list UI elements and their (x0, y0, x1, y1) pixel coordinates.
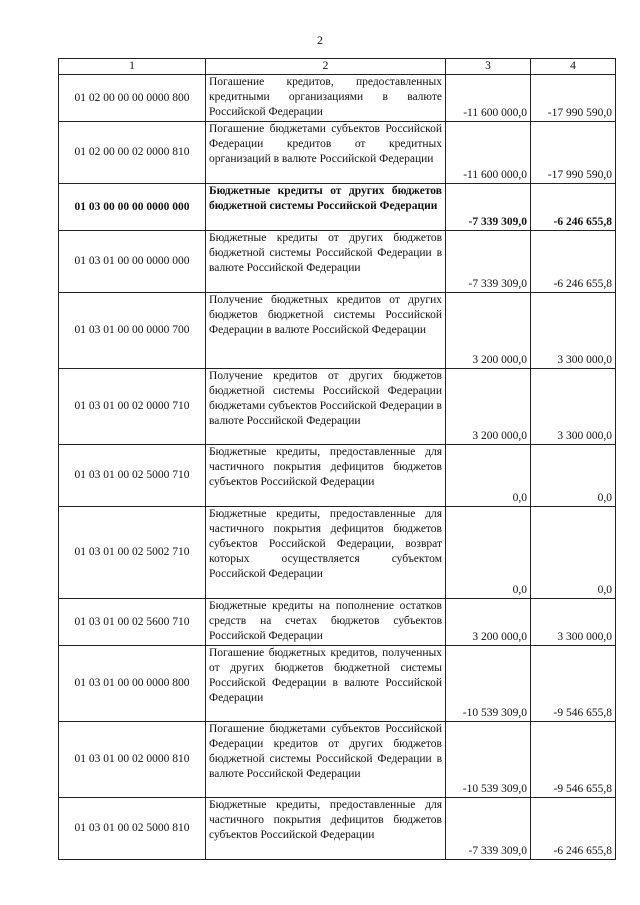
budget-code-cell: 01 03 01 00 00 0000 000 (59, 231, 206, 293)
budget-sources-table (58, 58, 616, 860)
column-header-2: 2 (206, 59, 446, 75)
amount-col3-cell: -10 539 309,0 (446, 646, 531, 722)
table-row (59, 722, 616, 798)
budget-name-cell: Погашение кредитов, предоставленных кредитными организациями в валюте Российской Федерации (206, 75, 446, 122)
table-row (59, 122, 616, 184)
budget-code-cell: 01 03 01 00 02 5000 710 (59, 445, 206, 507)
table-header-row (59, 59, 616, 75)
amount-col3-cell: -11 600 000,0 (446, 122, 531, 184)
column-header-4: 4 (531, 59, 616, 75)
amount-col4-cell: -9 546 655,8 (531, 722, 616, 798)
table-row (59, 646, 616, 722)
budget-code-cell: 01 03 01 00 02 0000 710 (59, 369, 206, 445)
amount-col3-cell: 0,0 (446, 445, 531, 507)
amount-col3-cell: -11 600 000,0 (446, 75, 531, 122)
amount-col4-cell: 3 300 000,0 (531, 369, 616, 445)
amount-col3-cell: 3 200 000,0 (446, 369, 531, 445)
column-header-1: 1 (59, 59, 206, 75)
amount-col3-cell: -7 339 309,0 (446, 798, 531, 860)
budget-code-cell: 01 02 00 00 00 0000 800 (59, 75, 206, 122)
budget-name-cell: Бюджетные кредиты от других бюджетов бюджетной системы Российской Федерации в валюте Российской Федерации (206, 231, 446, 293)
page-number: 2 (317, 33, 323, 47)
amount-col3-cell: 3 200 000,0 (446, 293, 531, 369)
table-row (59, 445, 616, 507)
amount-col4-cell: 0,0 (531, 445, 616, 507)
amount-col4-cell: 3 300 000,0 (531, 293, 616, 369)
amount-col3-cell: -7 339 309,0 (446, 184, 531, 231)
amount-col3-cell: 3 200 000,0 (446, 599, 531, 646)
table-row (59, 184, 616, 231)
budget-name-cell: Получение кредитов от других бюджетов бюджетной системы Российской Федерации бюджетами субъектов Российской Федерации в валюте Российской Федерации (206, 369, 446, 445)
table-row (59, 507, 616, 599)
table-row (59, 231, 616, 293)
amount-col4-cell: -17 990 590,0 (531, 75, 616, 122)
amount-col4-cell: -9 546 655,8 (531, 646, 616, 722)
budget-code-cell: 01 03 00 00 00 0000 000 (59, 184, 206, 231)
budget-name-cell: Погашение бюджетами субъектов Российской Федерации кредитов от кредитных организаций в валюте Российской Федерации (206, 122, 446, 184)
table-row (59, 369, 616, 445)
budget-name-cell: Бюджетные кредиты, предоставленные для частичного покрытия дефицитов бюджетов субъектов Российской Федерации (206, 798, 446, 860)
budget-name-cell: Получение бюджетных кредитов от других бюджетов бюджетной системы Российской Федерации в валюте Российской Федерации (206, 293, 446, 369)
amount-col3-cell: 0,0 (446, 507, 531, 599)
budget-code-cell: 01 03 01 00 00 0000 800 (59, 646, 206, 722)
budget-code-cell: 01 03 01 00 02 5000 810 (59, 798, 206, 860)
amount-col4-cell: -6 246 655,8 (531, 184, 616, 231)
budget-code-cell: 01 03 01 00 02 0000 810 (59, 722, 206, 798)
amount-col4-cell: 3 300 000,0 (531, 599, 616, 646)
budget-name-cell: Бюджетные кредиты, предоставленные для частичного покрытия дефицитов бюджетов субъектов Российской Федерации (206, 445, 446, 507)
budget-name-cell: Погашение бюджетами субъектов Российской Федерации кредитов от других бюджетов бюджетной системы Российской Федерации в валюте Российской Федерации (206, 722, 446, 798)
budget-name-cell: Бюджетные кредиты от других бюджетов бюджетной системы Российской Федерации (206, 184, 446, 231)
amount-col4-cell: -17 990 590,0 (531, 122, 616, 184)
amount-col4-cell: 0,0 (531, 507, 616, 599)
amount-col3-cell: -10 539 309,0 (446, 722, 531, 798)
budget-name-cell: Бюджетные кредиты на пополнение остатков средств на счетах бюджетов субъектов Российской Федерации (206, 599, 446, 646)
budget-name-cell: Бюджетные кредиты, предоставленные для частичного покрытия дефицитов бюджетов субъектов Российской Федерации, возврат которых осуществляется субъектом Российской Федерации (206, 507, 446, 599)
budget-code-cell: 01 03 01 00 02 5002 710 (59, 507, 206, 599)
amount-col4-cell: -6 246 655,8 (531, 231, 616, 293)
table-row (59, 798, 616, 860)
amount-col4-cell: -6 246 655,8 (531, 798, 616, 860)
column-header-3: 3 (446, 59, 531, 75)
amount-col3-cell: -7 339 309,0 (446, 231, 531, 293)
budget-name-cell: Погашение бюджетных кредитов, полученных от других бюджетов бюджетной системы Российской Федерации в валюте Российской Федерации (206, 646, 446, 722)
budget-code-cell: 01 02 00 00 02 0000 810 (59, 122, 206, 184)
table-row (59, 599, 616, 646)
budget-code-cell: 01 03 01 00 02 5600 710 (59, 599, 206, 646)
table-row (59, 75, 616, 122)
budget-code-cell: 01 03 01 00 00 0000 700 (59, 293, 206, 369)
table-row (59, 293, 616, 369)
